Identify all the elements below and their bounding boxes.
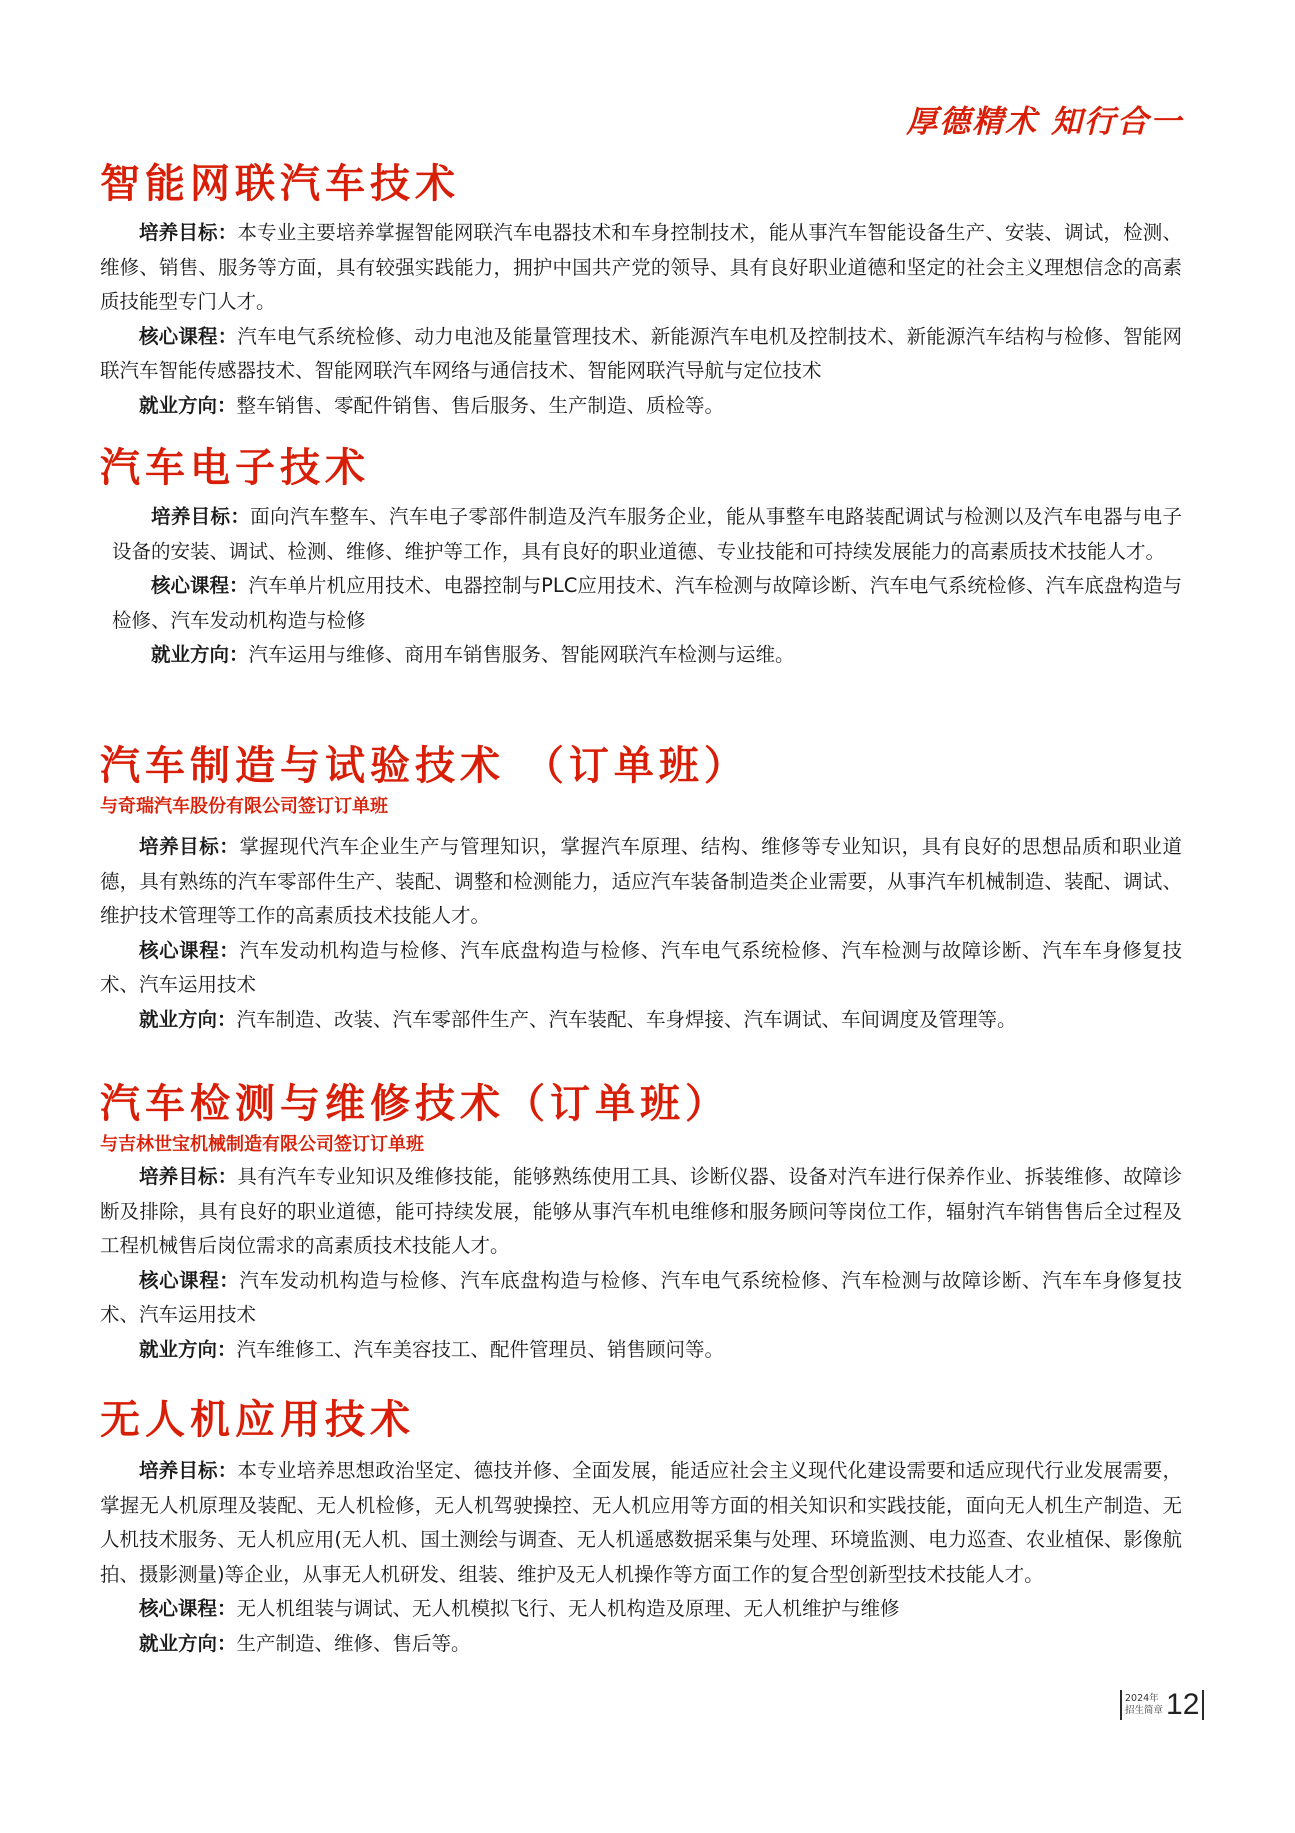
training-goal: 培养目标：面向汽车整车、汽车电子零部件制造及汽车服务企业，能从事整车电路装配调试与检测以及汽车电器与电子设备的安装、调试、检测、维修、维护等工作，具有良好的职业道德、专业技能和可持续发展能力的高素质技术技能人才。 — [112, 505, 1182, 563]
section-title: 汽车制造与试验技术 （订单班） — [100, 742, 749, 789]
employment-direction: 就业方向：整车销售、零配件销售、售后服务、生产制造、质检等。 — [139, 393, 725, 417]
section-auto-manufacturing-testing — [100, 740, 1182, 1037]
core-courses: 核心课程：汽车电气系统检修、动力电池及能量管理技术、新能源汽车电机及控制技术、新能源汽车结构与检修、智能网联汽车智能传感器技术、智能网联汽车网络与通信技术、智能网联汽导航与定位技术 — [100, 324, 1182, 382]
core-courses: 核心课程：汽车单片机应用技术、电器控制与PLC应用技术、汽车检测与故障诊断、汽车电气系统检修、汽车底盘构造与检修、汽车发动机构造与检修 — [112, 574, 1182, 632]
training-goal: 培养目标：本专业主要培养掌握智能网联汽车电器技术和车身控制技术，能从事汽车智能设备生产、安装、调试，检测、维修、销售、服务等方面，具有较强实践能力，拥护中国共产党的领导、具有良好职业道德和坚定的社会主义理想信念的高素质技能型专门人才。 — [100, 221, 1182, 313]
core-courses: 核心课程：无人机组装与调试、无人机模拟飞行、无人机构造及原理、无人机维护与维修 — [139, 1597, 900, 1620]
footer-tag — [1122, 1693, 1166, 1717]
footer-year: 2024年 — [1125, 1693, 1159, 1704]
core-courses: 核心课程：汽车发动机构造与检修、汽车底盘构造与检修、汽车电气系统检修、汽车检测与故障诊断、汽车车身修复技术、汽车运用技术 — [100, 938, 1182, 996]
training-goal: 培养目标：具有汽车专业知识及维修技能，能够熟练使用工具、诊断仪器、设备对汽车进行保养作业、拆装维修、故障诊断及排除，具有良好的职业道德，能可持续发展，能够从事汽车机电维修和服务顾问等岗位工作，辐射汽车销售售后全过程及工程机械售后岗位需求的高素质技术技能人才。 — [100, 1165, 1182, 1257]
footer-label: 招生简章 — [1125, 1705, 1164, 1716]
page-footer — [1120, 1688, 1204, 1722]
employment-direction: 就业方向：汽车制造、改装、汽车零部件生产、汽车装配、车身焊接、汽车调试、车间调度及管理等。 — [139, 1007, 1017, 1031]
section-title: 智能网联汽车技术 — [100, 160, 460, 207]
section-title: 无人机应用技术 — [100, 1396, 415, 1443]
section-subtitle: 与吉林世宝机械制造有限公司签订订单班 — [100, 1134, 424, 1155]
page-number: 12 — [1166, 1688, 1200, 1721]
training-goal: 培养目标：掌握现代汽车企业生产与管理知识，掌握汽车原理、结构、维修等专业知识，具有良好的思想品质和职业道德，具有熟练的汽车零部件生产、装配、调整和检测能力，适应汽车装备制造类企业需要，从事汽车机械制造、装配、调试、维护技术管理等工作的高素质技术技能人才。 — [100, 835, 1182, 927]
section-title: 汽车检测与维修技术（订单班） — [100, 1080, 730, 1127]
employment-direction: 就业方向：汽车维修工、汽车美容技工、配件管理员、销售顾问等。 — [139, 1337, 725, 1361]
footer-divider — [1202, 1690, 1204, 1720]
section-auto-inspection-repair — [100, 1078, 1182, 1367]
training-goal: 培养目标：本专业培养思想政治坚定、德技并修、全面发展，能适应社会主义现代化建设需要和适应现代行业发展需要，掌握无人机原理及装配、无人机检修，无人机驾驶操控、无人机应用等方面的相关知识和实践技能，面向无人机生产制造、无人机技术服务、无人机应用(无人机、国土测绘与调查、无人机遥感数据采集与处理、环境监测、电力巡查、农业植保、影像航拍、摄影测量)等企业，从事无人机研发、组装、维护及无人机操作等方面工作的复合型创新型技术技能人才。 — [100, 1459, 1182, 1586]
employment-direction: 就业方向：生产制造、维修、售后等。 — [139, 1631, 471, 1655]
section-intelligent-connected-vehicle — [100, 158, 1182, 423]
employment-direction: 就业方向：汽车运用与维修、商用车销售服务、智能网联汽车检测与运维。 — [151, 643, 795, 666]
motto: 厚德精术 知行合一 — [906, 104, 1183, 140]
section-automotive-electronics — [100, 442, 1182, 673]
section-title: 汽车电子技术 — [100, 444, 370, 491]
core-courses: 核心课程：汽车发动机构造与检修、汽车底盘构造与检修、汽车电气系统检修、汽车检测与故障诊断、汽车车身修复技术、汽车运用技术 — [100, 1268, 1182, 1326]
section-drone-application — [100, 1394, 1182, 1661]
section-subtitle: 与奇瑞汽车股份有限公司签订订单班 — [100, 796, 388, 817]
